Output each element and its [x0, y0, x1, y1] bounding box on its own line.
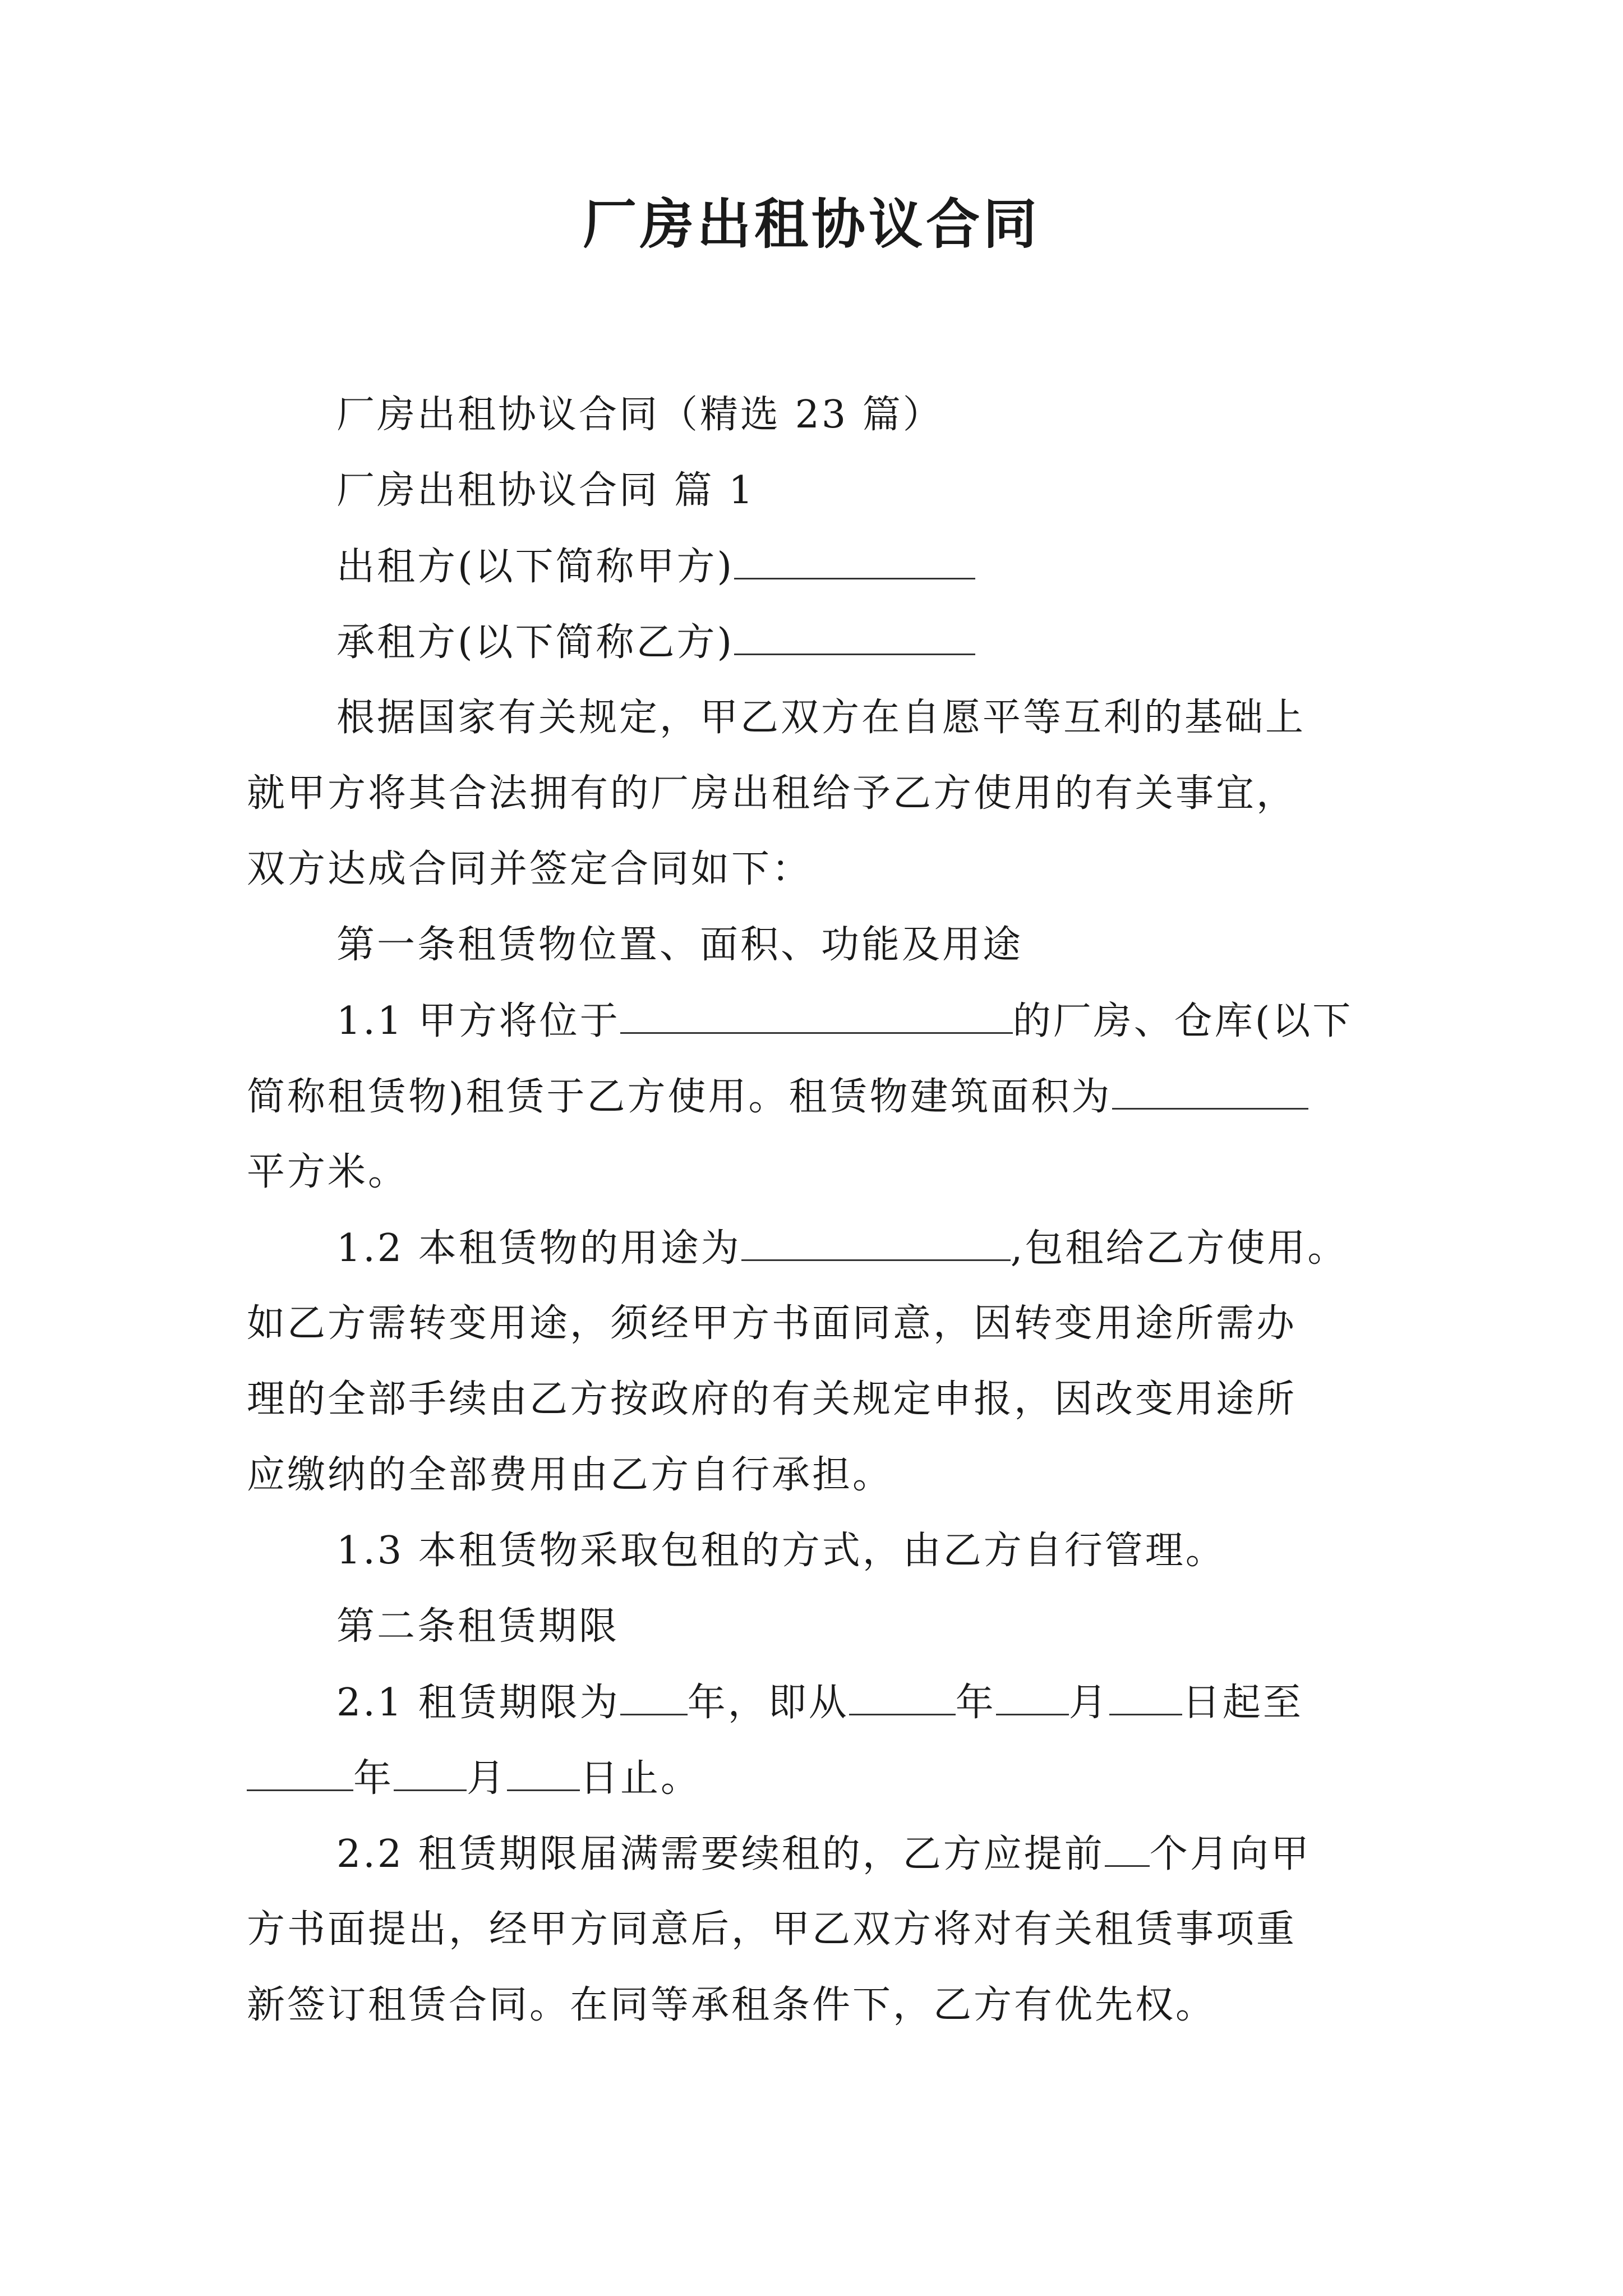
article-heading: 第一条租赁物位置、面积、功能及用途: [336, 923, 1023, 967]
paragraph-line: 根据国家有关规定，甲乙双方在自愿平等互利的基础上: [336, 696, 1306, 740]
clause-text: 2.1 租赁期限为: [336, 1681, 620, 1725]
clause-line: 1.3 本租赁物采取包租的方式，由乙方自行管理。: [336, 1529, 1226, 1573]
blank-underline: [734, 614, 975, 655]
paragraph-line: 双方达成合同并签定合同如下：: [247, 847, 813, 891]
blank-underline: [507, 1750, 580, 1791]
blank-underline: [849, 1674, 956, 1715]
lessor-label: 出租方(以下简称甲方): [336, 545, 735, 589]
blank-underline: [1105, 1826, 1150, 1867]
paragraph-line: 如乙方需转变用途，须经甲方书面同意，因转变用途所需办: [247, 1301, 1297, 1346]
blank-underline: [1109, 1674, 1182, 1715]
subtitle-line: 厂房出租协议合同（精选 23 篇）: [336, 393, 943, 437]
blank-underline: [734, 539, 975, 579]
clause-line: [336, 1826, 1469, 1883]
clause-text: 月: [1068, 1681, 1109, 1725]
lessee-line: [336, 614, 1469, 671]
paragraph-line: 理的全部手续由乙方按政府的有关规定申报，因改变用途所: [247, 1377, 1297, 1421]
blank-underline: [620, 993, 1013, 1034]
clause-text: 1.2 本租赁物的用途为: [336, 1226, 741, 1271]
clause-line: 平方米。: [247, 1150, 409, 1194]
blank-underline: [247, 1750, 353, 1791]
paragraph-line: 就甲方将其合法拥有的厂房出租给予乙方使用的有关事宜，: [247, 771, 1297, 816]
clause-text: 年，即从: [687, 1681, 849, 1725]
clause-text: 的厂房、仓库(以下: [1012, 999, 1353, 1043]
clause-text: 年: [955, 1681, 996, 1725]
document-title: 厂房出租协议合同: [583, 193, 1040, 256]
article-heading: 第二条租赁期限: [336, 1604, 620, 1649]
clause-text: 年: [353, 1756, 394, 1801]
clause-text: 2.2 租赁期限届满需要续租的，乙方应提前: [336, 1832, 1105, 1876]
blank-underline: [996, 1674, 1069, 1715]
blank-underline: [741, 1220, 1011, 1261]
paragraph-line: 应缴纳的全部费用由乙方自行承担。: [247, 1453, 893, 1497]
lessee-label: 承租方(以下简称乙方): [336, 620, 735, 665]
clause-text: 月: [467, 1756, 508, 1801]
clause-line: [247, 1750, 1380, 1807]
clause-text: 日起至: [1182, 1681, 1303, 1725]
clause-text: 个月向甲: [1149, 1832, 1311, 1876]
clause-text: 简称租赁物)租赁于乙方使用。租赁物建筑面积为: [247, 1075, 1112, 1119]
section-heading: 厂房出租协议合同 篇 1: [336, 468, 755, 513]
clause-line: [247, 1069, 1380, 1125]
clause-text: ,包租给乙方使用。: [1010, 1226, 1348, 1271]
clause-line: [336, 1674, 1469, 1731]
paragraph-line: 新签订租赁合同。在同等承租条件下，乙方有优先权。: [247, 1983, 1216, 2027]
lessor-line: [336, 539, 1469, 595]
clause-text: 日止。: [580, 1756, 702, 1801]
blank-underline: [1112, 1069, 1308, 1110]
clause-text: 1.1 甲方将位于: [336, 999, 620, 1043]
paragraph-line: 方书面提出，经甲方同意后，甲乙双方将对有关租赁事项重: [247, 1907, 1297, 1952]
clause-line: [336, 993, 1469, 1050]
clause-line: [336, 1220, 1469, 1277]
blank-underline: [620, 1674, 688, 1715]
blank-underline: [394, 1750, 467, 1791]
